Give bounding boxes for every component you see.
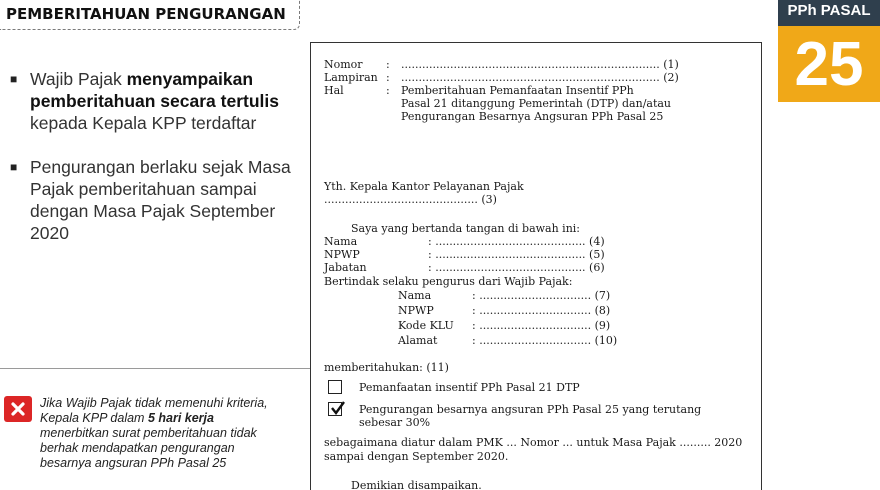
npwp-label: NPWP [324, 248, 360, 261]
nama-label: Nama [324, 235, 358, 248]
bullet-text: Pengurangan berlaku sejak Masa Pajak pemberitahuan sampai dengan Masa Pajak September 2020 [30, 157, 291, 243]
bullet-text: Wajib Pajak menyampaikan pemberitahuan secara tertulis kepada Kepala KPP terdaftar [30, 69, 279, 133]
nomor-field: .......................................................................... (1) [401, 58, 679, 71]
intro-text: Saya yang bertanda tangan di bawah ini: [351, 222, 581, 235]
lampiran-field: .......................................................................... (2) [401, 71, 679, 84]
closing-text: Demikian disampaikan. [351, 479, 482, 490]
lampiran-label: Lampiran [324, 71, 378, 84]
bullet-square-icon: ■ [10, 72, 18, 86]
wp-klu-field: : ................................ (9) [472, 319, 611, 332]
check-icon [330, 400, 346, 416]
addressee-field: ............................................ (3) [324, 193, 497, 206]
warning-text: Jika Wajib Pajak tidak memenuhi kriteria, Kepala KPP dalam 5 hari kerja menerbitkan surat pemberitahuan tidak berhak mendapatkan pengurangan besarnya angsuran PPh Pasal 25 [40, 396, 268, 470]
page-title: PEMBERITAHUAN PENGURANGAN [0, 0, 300, 30]
memberitahukan-text: memberitahukan: (11) [324, 361, 449, 374]
letter-form: Nomor : .......................................................................... (1) Lampiran : .......................................................................... (2) Hal : Pemberitahuan Pemanfaatan Insentif PPh Pasal 21 ditanggung Pemerintah (DTP) dan/atau Pengurangan Besarnya Angsuran PPh Pasal 25 Yth. Kepala Kantor Pelayanan Pajak ............................................ (3) Saya yang bertanda tangan di bawah ini: Nama : ........................................... (4) NPWP : ........................................... (5) Jabatan : ........................................... (6) Bertindak selaku pengurus dari Wajib Pajak: Nama : ................................ (7) NPWP : ................................ (8) Kode KLU : ................................ (9) Alamat : ................................ (10) memberitahukan: (11) Pemanfaatan insentif PPh Pasal 21 DTP Pengurangan besarnya angsuran PPh Pasal 25 yang terutang sebesar 30% sebagaimana diatur dalam PMK ... Nomor ... untuk Masa Pajak ......... 2020 sampai dengan September 2020. Demikian disampaikan. [310, 42, 762, 490]
pph-pasal-badge [778, 0, 880, 102]
badge-label: PPh PASAL [778, 0, 880, 26]
nama-field: : ........................................... (4) [428, 235, 605, 248]
wp-nama-label: Nama [398, 289, 432, 302]
reference-text: sebagaimana diatur dalam PMK ... Nomor ... untuk Masa Pajak ......... 2020 [324, 436, 743, 449]
option-dtp-checkbox[interactable] [328, 380, 342, 394]
divider [0, 368, 310, 369]
list-item [10, 156, 300, 244]
hal-text: Pemberitahuan Pemanfaatan Insentif PPh [401, 84, 634, 97]
option-angsuran-label: Pengurangan besarnya angsuran PPh Pasal 25 yang terutang [359, 403, 702, 416]
wp-npwp-label: NPWP [398, 304, 434, 317]
hal-label: Hal [324, 84, 344, 97]
wp-alamat-label: Alamat [398, 334, 438, 347]
option-dtp-label: Pemanfaatan insentif PPh Pasal 21 DTP [359, 381, 580, 394]
jabatan-label: Jabatan [324, 261, 367, 274]
bertindak-text: Bertindak selaku pengurus dari Wajib Pajak: [324, 275, 573, 288]
bullet-list [10, 68, 300, 244]
wp-npwp-field: : ................................ (8) [472, 304, 611, 317]
wp-klu-label: Kode KLU [398, 319, 454, 332]
warning-note [4, 396, 304, 471]
bullet-square-icon: ■ [10, 160, 18, 174]
wp-alamat-field: : ................................ (10) [472, 334, 618, 347]
wp-nama-field: : ................................ (7) [472, 289, 611, 302]
badge-number: 25 [778, 26, 880, 102]
option-angsuran-checkbox[interactable] [328, 402, 342, 416]
close-x-icon [4, 396, 32, 422]
npwp-field: : ........................................... (5) [428, 248, 605, 261]
addressee: Yth. Kepala Kantor Pelayanan Pajak [324, 180, 524, 193]
jabatan-field: : ........................................... (6) [428, 261, 605, 274]
list-item [10, 68, 300, 134]
nomor-label: Nomor [324, 58, 363, 71]
